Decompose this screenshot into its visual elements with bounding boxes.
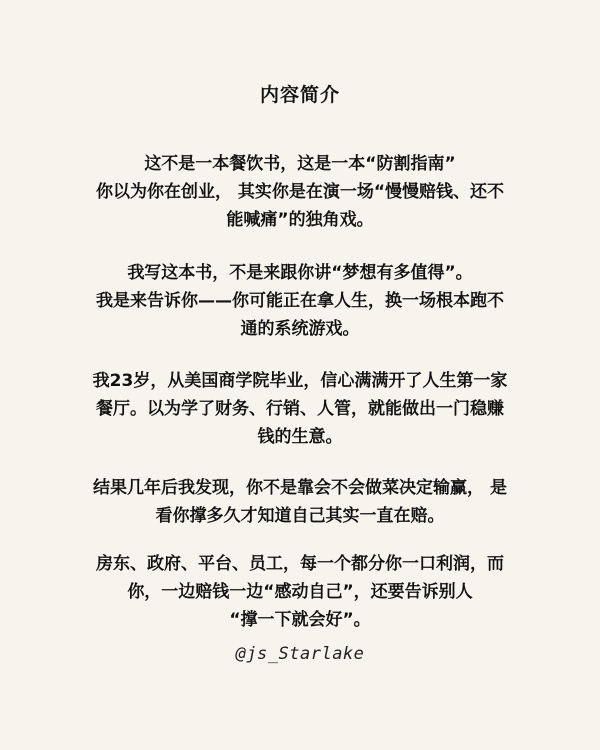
paragraph-line: 这不是一本餐饮书，这是一本“防割指南” <box>144 154 456 174</box>
paragraph-line: 我23岁，从美国商学院毕业，信心满满开了人生第一家 <box>92 371 508 391</box>
paragraph-line: 我写这本书，不是来跟你讲“梦想有多值得”。 <box>127 263 473 283</box>
author-signature: @js_Starlake <box>235 644 365 664</box>
paragraph-line: 房东、政府、平台、员工，每一个都分你一口利润，而 <box>96 554 504 574</box>
paragraph-line: 通的系统游戏。 <box>240 319 360 339</box>
paragraph-line: 餐厅。以为学了财务、行销、人管，就能做出一门稳赚 <box>96 399 504 419</box>
paragraph-line: 看你撑多久才知道自己其实一直在赔。 <box>155 506 445 526</box>
paragraph-line: “撑一下就会好”。 <box>229 610 371 630</box>
paragraph-1 <box>50 150 550 234</box>
paragraph-2 <box>50 259 550 343</box>
paragraph-line: 你以为你在创业， 其实你是在演一场“慢慢赔钱、还不 <box>95 182 505 202</box>
paragraph-5 <box>50 550 550 634</box>
paragraph-line: 你，一边赔钱一边“感动自己”，还要告诉别人 <box>127 582 473 602</box>
paragraph-line: 能喊痛”的独角戏。 <box>226 210 374 230</box>
paragraph-3 <box>50 367 550 451</box>
paragraph-line: 钱的生意。 <box>257 427 343 447</box>
page-title: 内容简介 <box>259 84 340 106</box>
paragraph-line: 我是来告诉你——你可能正在拿人生，换一场根本跑不 <box>96 291 504 311</box>
paragraph-4 <box>50 474 550 530</box>
paragraph-line: 结果几年后我发现，你不是靠会不会做菜决定输赢， 是 <box>93 478 507 498</box>
